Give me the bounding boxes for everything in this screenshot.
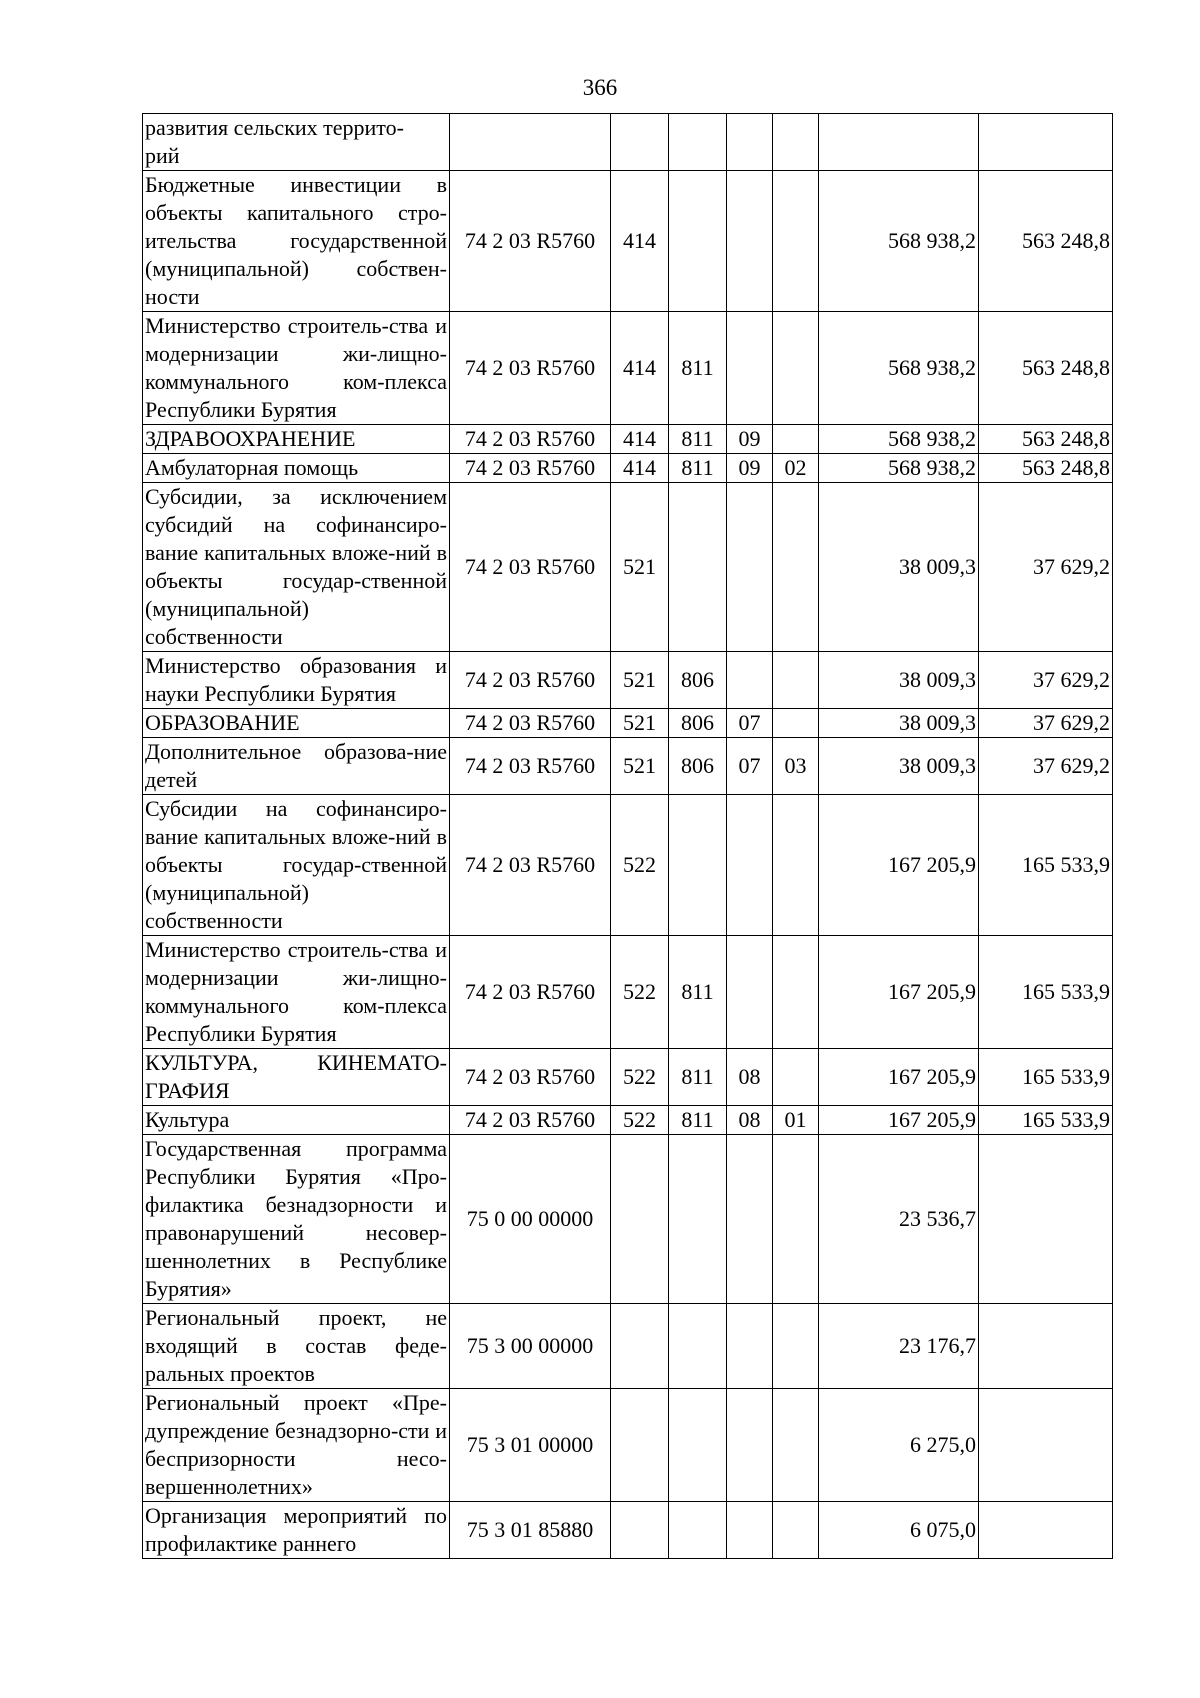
- target-article-code: 74 2 03 R5760: [450, 425, 611, 454]
- row-name: Министерство строитель-ства и модернизации жи-лищно-коммунального ком-плекса Республики Бурятия: [143, 312, 450, 425]
- administrator-code: 811: [669, 425, 727, 454]
- table-row: [143, 483, 1113, 652]
- table-row: [143, 1389, 1113, 1502]
- table-row: [143, 738, 1113, 795]
- section-code: [727, 483, 773, 652]
- expense-type-code: 414: [611, 454, 669, 483]
- amount-second: 37 629,2: [979, 652, 1113, 709]
- subsection-code: [773, 171, 819, 312]
- subsection-code: [773, 312, 819, 425]
- administrator-code: [669, 795, 727, 936]
- table-row: [143, 1135, 1113, 1304]
- target-article-code: 75 3 01 85880: [450, 1502, 611, 1559]
- target-article-code: 74 2 03 R5760: [450, 483, 611, 652]
- subsection-code: [773, 1049, 819, 1106]
- subsection-code: [773, 1502, 819, 1559]
- administrator-code: [669, 171, 727, 312]
- subsection-code: [773, 1389, 819, 1502]
- amount-second: 563 248,8: [979, 454, 1113, 483]
- amount-second: 165 533,9: [979, 1106, 1113, 1135]
- administrator-code: [669, 1135, 727, 1304]
- amount-second: [979, 114, 1113, 171]
- table-row: [143, 709, 1113, 738]
- amount-second: [979, 1135, 1113, 1304]
- subsection-code: [773, 483, 819, 652]
- expense-type-code: 522: [611, 936, 669, 1049]
- administrator-code: 806: [669, 738, 727, 795]
- amount-second: 563 248,8: [979, 312, 1113, 425]
- row-name: Амбулаторная помощь: [143, 454, 450, 483]
- target-article-code: 74 2 03 R5760: [450, 454, 611, 483]
- amount-first: 568 938,2: [819, 454, 979, 483]
- expense-type-code: [611, 1304, 669, 1389]
- section-code: [727, 312, 773, 425]
- amount-first: 38 009,3: [819, 652, 979, 709]
- subsection-code: [773, 1135, 819, 1304]
- amount-second: 165 533,9: [979, 795, 1113, 936]
- row-name: Субсидии на софинансиро-вание капитальных вложе-ний в объекты государ-ственной (муниципальной) собственности: [143, 795, 450, 936]
- target-article-code: 75 3 01 00000: [450, 1389, 611, 1502]
- target-article-code: 74 2 03 R5760: [450, 171, 611, 312]
- target-article-code: 74 2 03 R5760: [450, 738, 611, 795]
- row-name: Бюджетные инвестиции в объекты капитального стро-ительства государственной (муниципальной) собствен-ности: [143, 171, 450, 312]
- section-code: [727, 171, 773, 312]
- table-row: [143, 312, 1113, 425]
- section-code: 09: [727, 454, 773, 483]
- row-name: Региональный проект «Пре-дупреждение безнадзорно-сти и беспризорности несо-вершеннолетних»: [143, 1389, 450, 1502]
- expense-type-code: [611, 1389, 669, 1502]
- table-row: [143, 1106, 1113, 1135]
- expense-type-code: 522: [611, 1049, 669, 1106]
- amount-first: 23 176,7: [819, 1304, 979, 1389]
- expense-type-code: 521: [611, 652, 669, 709]
- subsection-code: [773, 936, 819, 1049]
- target-article-code: [450, 114, 611, 171]
- table-row: [143, 936, 1113, 1049]
- expense-type-code: 521: [611, 709, 669, 738]
- expense-type-code: [611, 114, 669, 171]
- administrator-code: [669, 1304, 727, 1389]
- row-name: Региональный проект, не входящий в состав феде-ральных проектов: [143, 1304, 450, 1389]
- administrator-code: [669, 114, 727, 171]
- expense-type-code: 414: [611, 312, 669, 425]
- amount-second: [979, 1304, 1113, 1389]
- section-code: 08: [727, 1049, 773, 1106]
- amount-second: [979, 1389, 1113, 1502]
- subsection-code: [773, 795, 819, 936]
- row-name: Субсидии, за исключением субсидий на софинансиро-вание капитальных вложе-ний в объекты государ-ственной (муниципальной) собственности: [143, 483, 450, 652]
- administrator-code: 811: [669, 1106, 727, 1135]
- row-name: КУЛЬТУРА, КИНЕМАТО-ГРАФИЯ: [143, 1049, 450, 1106]
- subsection-code: [773, 1304, 819, 1389]
- budget-table: [142, 113, 1113, 1559]
- target-article-code: 74 2 03 R5760: [450, 652, 611, 709]
- administrator-code: 806: [669, 652, 727, 709]
- amount-second: [979, 1502, 1113, 1559]
- amount-second: 37 629,2: [979, 738, 1113, 795]
- administrator-code: [669, 1502, 727, 1559]
- section-code: [727, 1304, 773, 1389]
- row-name: Министерство строитель-ства и модернизации жи-лищно-коммунального ком-плекса Республики Бурятия: [143, 936, 450, 1049]
- administrator-code: 811: [669, 936, 727, 1049]
- amount-first: 568 938,2: [819, 312, 979, 425]
- table-row: [143, 114, 1113, 171]
- amount-first: 38 009,3: [819, 738, 979, 795]
- section-code: [727, 1502, 773, 1559]
- amount-first: 568 938,2: [819, 425, 979, 454]
- subsection-code: 01: [773, 1106, 819, 1135]
- expense-type-code: [611, 1502, 669, 1559]
- amount-first: 6 075,0: [819, 1502, 979, 1559]
- subsection-code: [773, 652, 819, 709]
- row-name: Культура: [143, 1106, 450, 1135]
- amount-first: [819, 114, 979, 171]
- amount-first: 38 009,3: [819, 709, 979, 738]
- amount-second: 563 248,8: [979, 425, 1113, 454]
- table-row: [143, 795, 1113, 936]
- expense-type-code: 521: [611, 738, 669, 795]
- row-name: ЗДРАВООХРАНЕНИЕ: [143, 425, 450, 454]
- subsection-code: 02: [773, 454, 819, 483]
- amount-second: 165 533,9: [979, 936, 1113, 1049]
- row-name: Государственная программа Республики Бурятия «Про-филактика безнадзорности и правонарушений несовер-шеннолетних в Республике Бурятия»: [143, 1135, 450, 1304]
- section-code: [727, 1135, 773, 1304]
- expense-type-code: 414: [611, 425, 669, 454]
- administrator-code: [669, 1389, 727, 1502]
- row-name: Организация мероприятий по профилактике раннего: [143, 1502, 450, 1559]
- section-code: [727, 936, 773, 1049]
- section-code: 09: [727, 425, 773, 454]
- row-name: Министерство образования и науки Республики Бурятия: [143, 652, 450, 709]
- administrator-code: 811: [669, 312, 727, 425]
- amount-first: 38 009,3: [819, 483, 979, 652]
- section-code: [727, 652, 773, 709]
- expense-type-code: [611, 1135, 669, 1304]
- administrator-code: 811: [669, 1049, 727, 1106]
- amount-first: 167 205,9: [819, 1106, 979, 1135]
- row-name: ОБРАЗОВАНИЕ: [143, 709, 450, 738]
- amount-first: 167 205,9: [819, 795, 979, 936]
- table-row: [143, 454, 1113, 483]
- section-code: 07: [727, 738, 773, 795]
- amount-second: 37 629,2: [979, 709, 1113, 738]
- table-row: [143, 1049, 1113, 1106]
- amount-second: 165 533,9: [979, 1049, 1113, 1106]
- row-name: Дополнительное образова-ние детей: [143, 738, 450, 795]
- table-row: [143, 1304, 1113, 1389]
- table-row: [143, 425, 1113, 454]
- target-article-code: 74 2 03 R5760: [450, 936, 611, 1049]
- target-article-code: 74 2 03 R5760: [450, 709, 611, 738]
- section-code: [727, 795, 773, 936]
- amount-first: 23 536,7: [819, 1135, 979, 1304]
- expense-type-code: 414: [611, 171, 669, 312]
- target-article-code: 74 2 03 R5760: [450, 795, 611, 936]
- target-article-code: 74 2 03 R5760: [450, 1106, 611, 1135]
- subsection-code: [773, 425, 819, 454]
- row-name: развития сельских террито- рий: [143, 114, 450, 171]
- subsection-code: [773, 114, 819, 171]
- administrator-code: 806: [669, 709, 727, 738]
- target-article-code: 75 3 00 00000: [450, 1304, 611, 1389]
- expense-type-code: 521: [611, 483, 669, 652]
- subsection-code: 03: [773, 738, 819, 795]
- expense-type-code: 522: [611, 1106, 669, 1135]
- target-article-code: 74 2 03 R5760: [450, 312, 611, 425]
- target-article-code: 74 2 03 R5760: [450, 1049, 611, 1106]
- section-code: [727, 114, 773, 171]
- target-article-code: 75 0 00 00000: [450, 1135, 611, 1304]
- page-number: 366: [582, 75, 618, 100]
- subsection-code: [773, 709, 819, 738]
- table-row: [143, 1502, 1113, 1559]
- amount-first: 568 938,2: [819, 171, 979, 312]
- amount-second: 37 629,2: [979, 483, 1113, 652]
- administrator-code: 811: [669, 454, 727, 483]
- administrator-code: [669, 483, 727, 652]
- expense-type-code: 522: [611, 795, 669, 936]
- table-row: [143, 171, 1113, 312]
- amount-first: 167 205,9: [819, 1049, 979, 1106]
- amount-second: 563 248,8: [979, 171, 1113, 312]
- table-row: [143, 652, 1113, 709]
- budget-table-body: [143, 114, 1113, 1559]
- section-code: 08: [727, 1106, 773, 1135]
- amount-first: 6 275,0: [819, 1389, 979, 1502]
- section-code: 07: [727, 709, 773, 738]
- section-code: [727, 1389, 773, 1502]
- amount-first: 167 205,9: [819, 936, 979, 1049]
